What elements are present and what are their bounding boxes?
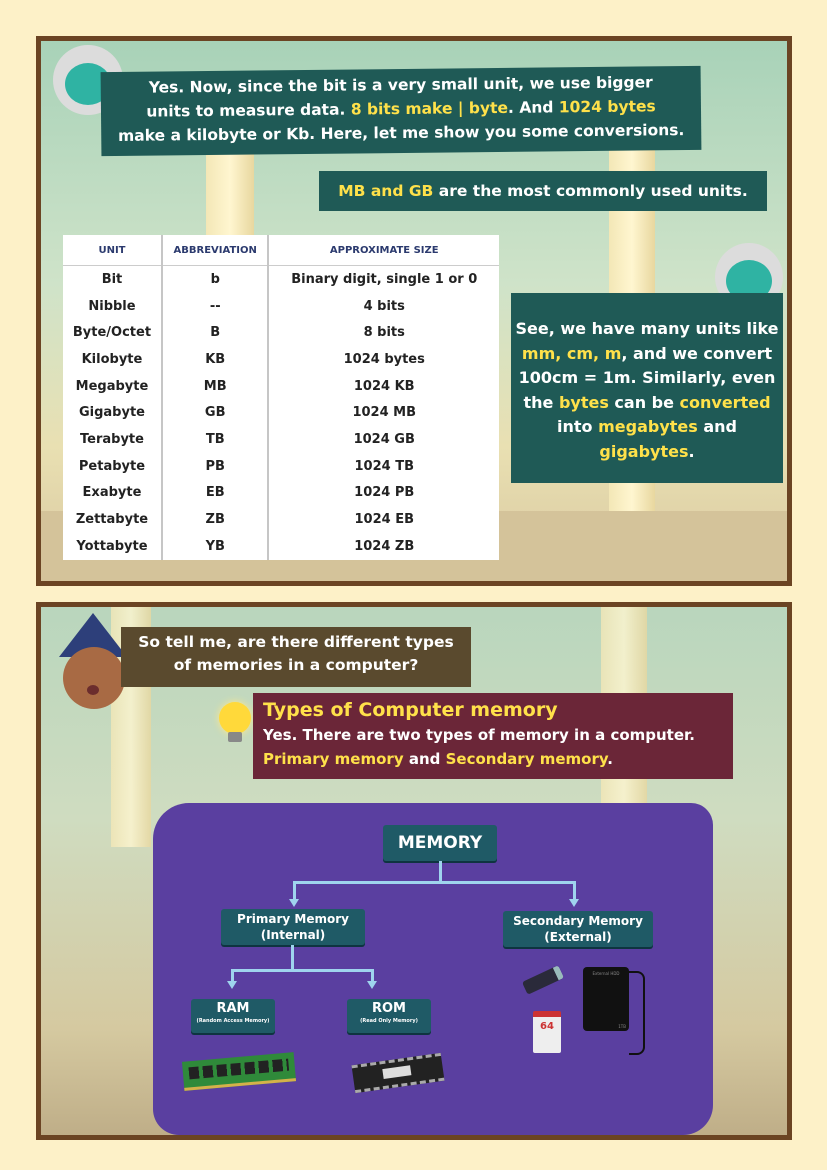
table-row <box>63 480 499 507</box>
units-text: the <box>523 392 559 412</box>
connector-line <box>231 969 373 972</box>
highlight-text: bytes <box>558 392 609 412</box>
table-row <box>63 399 499 426</box>
units-line-4 <box>511 391 783 416</box>
size-cell: 1024 KB <box>268 373 499 400</box>
size-cell: 1024 EB <box>268 506 499 533</box>
intro-line-3: make a kilobyte or Kb. Here, let me show you some conversions. <box>118 121 685 145</box>
arrow-down-icon <box>227 981 237 989</box>
unit-cell: Yottabyte <box>76 538 148 554</box>
secondary-memory-label: Secondary Memory <box>513 914 643 928</box>
abbreviation-cell: KB <box>162 346 269 373</box>
column-header-size: APPROXIMATE SIZE <box>268 235 499 266</box>
answer-text: . <box>607 750 613 768</box>
table-row <box>63 506 499 533</box>
abbreviation-cell: EB <box>162 480 269 507</box>
units-line-5 <box>511 415 783 440</box>
unit-conversion-table <box>63 235 499 560</box>
ram-node <box>191 999 275 1033</box>
highlight-text: MB and GB <box>338 182 434 200</box>
abbreviation-cell: -- <box>162 293 269 320</box>
size-cell: 4 bits <box>268 293 499 320</box>
column-header-unit: UNIT <box>63 235 162 266</box>
unit-cell: Byte/Octet <box>72 325 152 341</box>
comic-panel-memory <box>36 602 792 1140</box>
abbreviation-cell: b <box>162 266 269 293</box>
unit-cell: Nibble <box>88 298 136 314</box>
sd-card-label: 64 <box>540 1021 554 1032</box>
unit-cell: Zettabyte <box>75 512 149 528</box>
highlight-text: Primary memory <box>263 750 404 768</box>
table-row <box>63 426 499 453</box>
abbreviation-cell: ZB <box>162 506 269 533</box>
comic-panel-units <box>36 36 792 586</box>
answer-line-1: Yes. There are two types of memory in a computer. <box>263 726 695 744</box>
answer-title: Types of Computer memory <box>263 699 558 721</box>
ram-label: RAM <box>216 1001 250 1016</box>
connector-line <box>293 881 576 884</box>
units-text: and <box>697 417 737 437</box>
secondary-memory-sub: (External) <box>544 930 612 944</box>
connector-line <box>439 861 442 883</box>
unit-cell: Kilobyte <box>81 351 143 367</box>
question-line-1: So tell me, are there different types <box>138 633 454 651</box>
avatar-mouth <box>87 685 99 695</box>
highlight-text: Secondary memory <box>445 750 608 768</box>
size-cell: 1024 GB <box>268 426 499 453</box>
size-cell: 8 bits <box>268 319 499 346</box>
intro-line-1: Yes. Now, since the bit is a very small unit, we use bigger <box>148 73 653 97</box>
usb-drive-icon <box>522 965 564 995</box>
memory-root-node: MEMORY <box>383 825 497 861</box>
unit-cell: Gigabyte <box>78 405 145 421</box>
highlight-text: gigabytes <box>599 441 689 461</box>
memory-diagram <box>153 803 713 1135</box>
table-row <box>63 266 499 293</box>
arrow-down-icon <box>367 981 377 989</box>
abbreviation-cell: B <box>162 319 269 346</box>
primary-memory-sub: (Internal) <box>260 928 326 942</box>
size-cell: 1024 bytes <box>268 346 499 373</box>
units-text: , and we convert <box>621 343 773 363</box>
units-text: into <box>557 417 599 437</box>
highlight-text: converted <box>679 392 771 412</box>
boy-avatar <box>63 647 125 709</box>
arrow-down-icon <box>289 899 299 907</box>
lightbulb-icon <box>219 702 251 734</box>
sd-card-icon <box>533 1011 561 1053</box>
unit-cell: Petabyte <box>78 458 146 474</box>
table-header-row <box>63 235 499 266</box>
intro-text: units to measure data. <box>146 100 351 121</box>
hdd-sub: 1TB <box>618 1024 626 1029</box>
answer-text: and <box>403 750 446 768</box>
table-row <box>63 319 499 346</box>
size-cell: 1024 PB <box>268 480 499 507</box>
units-text: can be <box>608 392 680 412</box>
units-text: . <box>688 441 695 461</box>
rom-sub: (Read Only Memory) <box>360 1018 418 1024</box>
table-row <box>63 346 499 373</box>
highlight-text: mm, cm, m <box>521 343 622 363</box>
unit-cell: Terabyte <box>80 431 144 447</box>
rom-chip-icon <box>351 1053 444 1093</box>
units-line-3: 100cm = 1m. Similarly, even <box>518 368 776 388</box>
units-line-1: See, we have many units like <box>515 319 779 338</box>
ram-stick-icon <box>182 1052 296 1091</box>
size-cell: 1024 TB <box>268 453 499 480</box>
unit-cell: Megabyte <box>75 378 149 394</box>
common-units-bubble <box>319 171 767 211</box>
question-line-2: of memories in a computer? <box>173 656 419 674</box>
units-explanation-bubble <box>511 293 783 483</box>
unit-cell: Bit <box>101 271 123 287</box>
answer-bubble <box>253 693 733 779</box>
connector-line <box>573 881 576 901</box>
table-row <box>63 373 499 400</box>
hdd-cable <box>629 971 645 1055</box>
intro-text: . And <box>507 98 559 117</box>
hdd-label: External HDD <box>592 971 620 976</box>
arrow-down-icon <box>569 899 579 907</box>
highlight-text: megabytes <box>598 417 698 437</box>
units-line-6 <box>511 440 783 465</box>
highlight-text: 8 bits make | byte <box>350 98 509 119</box>
connector-line <box>293 881 296 901</box>
abbreviation-cell: TB <box>162 426 269 453</box>
table-row <box>63 453 499 480</box>
size-cell: 1024 ZB <box>268 533 499 560</box>
rom-label: ROM <box>372 1001 406 1016</box>
column-header-abbreviation: ABBREVIATION <box>162 235 269 266</box>
primary-memory-node <box>221 909 365 945</box>
table-row <box>63 533 499 560</box>
secondary-memory-node <box>503 911 653 947</box>
intro-speech-bubble <box>101 66 702 156</box>
unit-cell: Exabyte <box>82 485 142 501</box>
common-units-text: are the most commonly used units. <box>433 182 748 200</box>
rom-node <box>347 999 431 1033</box>
question-speech-bubble <box>121 627 471 687</box>
abbreviation-cell: GB <box>162 399 269 426</box>
abbreviation-cell: PB <box>162 453 269 480</box>
units-line-2 <box>511 342 783 367</box>
ram-sub: (Random Access Memory) <box>196 1018 270 1024</box>
size-cell: 1024 MB <box>268 399 499 426</box>
external-hdd-icon <box>583 967 629 1031</box>
table-row <box>63 293 499 320</box>
size-cell: Binary digit, single 1 or 0 <box>268 266 499 293</box>
primary-memory-label: Primary Memory <box>237 912 349 926</box>
connector-line <box>291 945 294 971</box>
abbreviation-cell: YB <box>162 533 269 560</box>
abbreviation-cell: MB <box>162 373 269 400</box>
answer-line-2 <box>263 747 723 771</box>
highlight-text: 1024 bytes <box>558 97 656 117</box>
